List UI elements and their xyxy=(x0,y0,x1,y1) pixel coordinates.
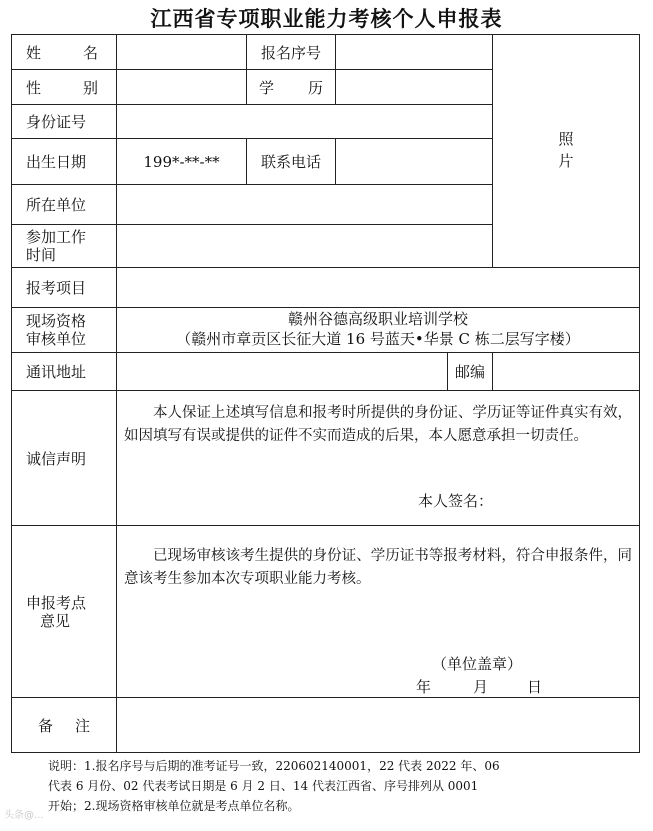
remarks-label: 备 注 xyxy=(38,716,90,735)
birth-date-value[interactable]: 199*-**-** xyxy=(143,152,220,171)
integrity-label: 诚信声明 xyxy=(26,449,87,468)
phone-input[interactable] xyxy=(336,139,492,184)
form-title: 江西省专项职业能力考核个人申报表 xyxy=(150,7,503,31)
review-unit-label: 现场资格 审核单位 xyxy=(26,312,87,348)
exam-project-label: 报考项目 xyxy=(26,279,87,297)
opinion-label: 申报考点 意见 xyxy=(26,593,87,630)
date-day-label: 日 xyxy=(527,678,543,696)
photo-label-1: 照 xyxy=(558,130,574,148)
education-input[interactable] xyxy=(336,70,492,104)
photo-box[interactable] xyxy=(493,35,639,267)
gender-label: 性 别 xyxy=(26,78,98,97)
opinion-text: 已现场审核该考生提供的身份证、学历证书等报考材料，符合申报条件，同意该考生参加本次专项职业能力考核。 xyxy=(124,548,632,587)
work-start-input[interactable] xyxy=(117,225,492,267)
postcode-input[interactable] xyxy=(493,353,639,390)
unit-stamp-label: （单位盖章） xyxy=(432,655,523,673)
instructions-note xyxy=(48,756,638,816)
date-year-label: 年 xyxy=(416,678,432,696)
registration-number-input[interactable] xyxy=(336,35,492,69)
address-label: 通讯地址 xyxy=(26,363,87,381)
review-unit-value xyxy=(117,309,639,352)
phone-label: 联系电话 xyxy=(260,153,321,171)
note-line-3: 开始；2.现场资格审核单位就是考点单位名称。 xyxy=(48,799,300,813)
exam-project-input[interactable] xyxy=(117,268,639,307)
birth-date-label: 出生日期 xyxy=(26,153,87,171)
photo-label-2: 片 xyxy=(558,152,574,170)
id-number-label: 身份证号 xyxy=(26,113,87,131)
postcode-label: 邮编 xyxy=(454,363,485,381)
integrity-statement: 本人保证上述填写信息和报考时所提供的身份证、学历证等证件真实有效，如因填写有误或提供的证件不实而造成的后果，本人愿意承担一切责任。 xyxy=(124,405,632,444)
name-input[interactable] xyxy=(117,35,246,69)
remarks-input[interactable] xyxy=(117,698,639,752)
review-unit-name: 赣州谷德高级职业培训学校 xyxy=(287,310,468,328)
name-label: 姓 名 xyxy=(26,43,98,62)
id-number-input[interactable] xyxy=(117,105,492,138)
registration-number-label: 报名序号 xyxy=(260,43,321,62)
gender-input[interactable] xyxy=(117,70,246,104)
date-month-label: 月 xyxy=(473,678,489,696)
employer-input[interactable] xyxy=(117,185,492,224)
signature-label: 本人签名： xyxy=(418,492,494,510)
education-label: 学 历 xyxy=(259,78,323,97)
note-line-1: 说明：1.报名序号与后期的准考证号一致，220602140001，22 代表 2022 年、06 xyxy=(48,759,500,773)
note-line-2: 代表 6 月份、02 代表考试日期是 6 月 2 日、14 代表江西省、序号排列从 0001 xyxy=(48,779,479,793)
address-input[interactable] xyxy=(117,353,447,390)
work-start-label: 参加工作 时间 xyxy=(26,228,87,264)
employer-label: 所在单位 xyxy=(26,196,87,214)
watermark: 头条@... xyxy=(4,810,44,821)
signature-field[interactable] xyxy=(500,488,630,512)
review-unit-address: （赣州市章贡区长征大道 16 号蓝天•华景 C 栋二层写字楼） xyxy=(176,330,580,348)
